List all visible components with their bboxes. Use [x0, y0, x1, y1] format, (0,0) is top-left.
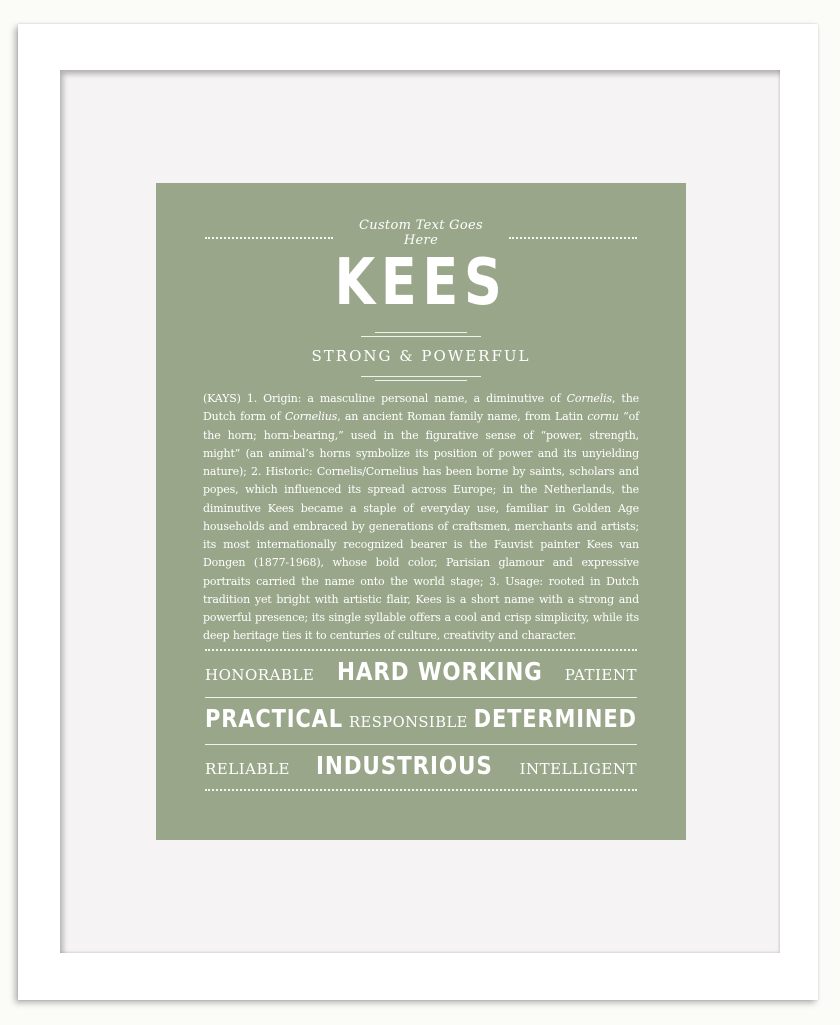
trait-rule	[205, 744, 637, 745]
trait: responsible	[348, 708, 468, 733]
mat-board	[60, 70, 780, 953]
dotted-divider-left	[205, 237, 333, 239]
definition-text: “of the horn; horn-bearing,” used in the figurative sense of “power, strength, might” (an animal’s horns symbolize its position of power and its unyielding nature); 2. Historic: Cornelis/Cornelius has been borne by saints, scholars and popes, which influenced its spread across Europe; in the Netherlands, the diminutive Kees became a staple of everyday use, familiar in Golden Age households and embraced by generations of craftsmen, merchants and artists; its most internationally recognized bearer is the Fauvist painter Kees van Dongen (1877-1968), whose bold color, Parisian glamour and expressive portraits carried the name onto the world stage; 3. Usage: rooted in Dutch tradition yet bright with artistic flair, Kees is a short name with a strong and powerful presence; its single syllable offers a cool and crisp simplicity, while its deep heritage ties it to centuries of culture, creativity and character.	[203, 410, 640, 643]
trait-rule	[205, 697, 637, 698]
trait	[337, 657, 543, 686]
traits-row-3	[205, 751, 637, 787]
name-title: KEES	[334, 246, 508, 320]
traits-row-2	[205, 704, 637, 740]
definition-text: , the Dutch form of	[203, 392, 639, 424]
pronunciation: (KAYS)	[203, 392, 241, 405]
definition-italic: Cornelis	[566, 392, 612, 405]
trait-label: DETERMINED	[473, 704, 638, 733]
definition-text: 1. Origin: a masculine personal name, a diminutive of	[246, 392, 567, 405]
trait	[474, 704, 637, 733]
name-definition	[203, 390, 639, 646]
dotted-divider-traits-bottom	[205, 789, 637, 791]
name-print	[156, 183, 686, 840]
trait	[205, 704, 343, 733]
trait: honorable	[205, 661, 315, 686]
rule-above-tagline-top	[375, 332, 467, 333]
rule-below-tagline-top	[361, 376, 481, 377]
definition-italic: Cornelius	[284, 410, 338, 424]
trait-label: PRACTICAL	[205, 704, 344, 733]
trait	[316, 751, 493, 780]
trait: reliable	[205, 755, 290, 780]
custom-text: Custom Text Goes Here	[359, 218, 483, 248]
trait: patient	[564, 661, 637, 686]
picture-frame	[18, 24, 818, 1000]
definition-italic: cornu	[587, 410, 619, 424]
traits-row-1	[205, 657, 637, 693]
trait: intelligent	[519, 755, 637, 780]
tagline: STRONG & POWERFUL	[311, 347, 531, 365]
dotted-divider-traits-top	[205, 649, 637, 651]
rule-below-tagline-bottom	[375, 380, 467, 381]
rule-above-tagline-bottom	[361, 336, 481, 337]
dotted-divider-right	[509, 237, 637, 239]
trait-label: HARD WORKING	[336, 657, 543, 686]
definition-text: , an ancient Roman family name, from Latin	[337, 410, 588, 424]
trait-label: INDUSTRIOUS	[316, 751, 494, 780]
